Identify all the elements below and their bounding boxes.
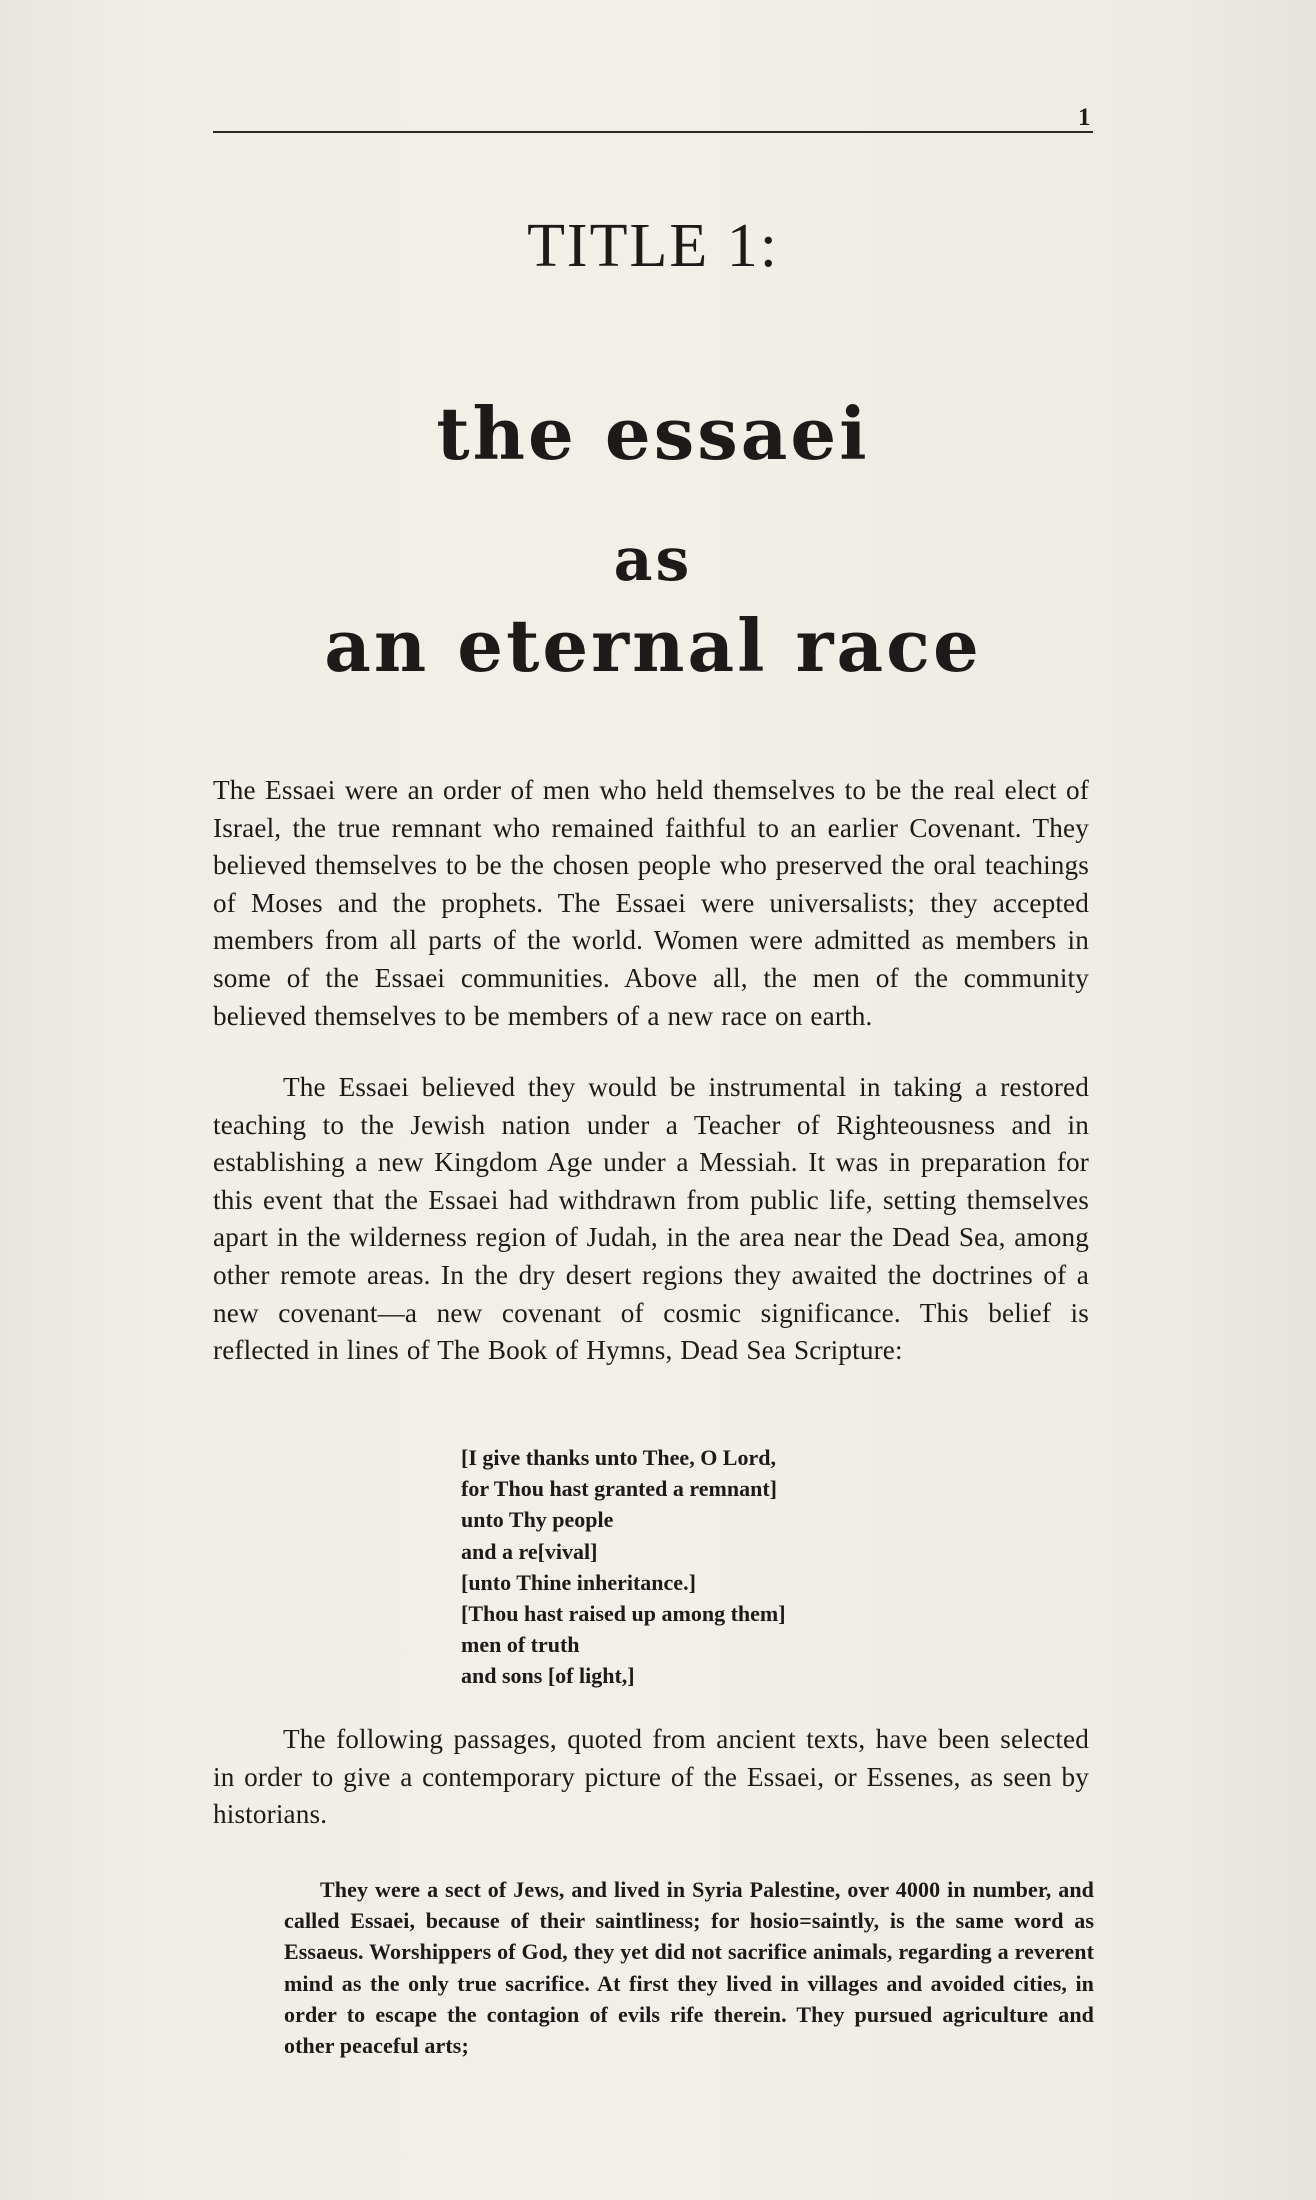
hymn-quotation xyxy=(461,1442,786,1692)
hymn-line: [Thou hast raised up among them] xyxy=(461,1601,786,1627)
paragraph-3: The following passages, quoted from ancient texts, have been selected in order to give a contemporary picture of the Essaei, or Essenes, as seen by historians. xyxy=(213,1724,1089,1830)
chapter-title-number: TITLE 1: xyxy=(527,212,779,280)
hymn-line: men of truth xyxy=(461,1632,580,1658)
hymn-line: and a re[vival] xyxy=(461,1538,598,1564)
paragraph-2: The Essaei believed they would be instrumental in taking a restored teaching to the Jewish nation under a Teacher of Righteousness and in establishing a new Kingdom Age under a Messiah. It was in preparation for this event that the Essaei had withdrawn from public life, setting themselves apart in the wilderness region of Judah, in the area near the Dead Sea, among other remote areas. In the dry desert regions they awaited the doctrines of a new covenant—a new covenant of cosmic significance. This belief is reflected in lines of The Book of Hymns, Dead Sea Scripture: xyxy=(213,1072,1089,1366)
historian-quotation: They were a sect of Jews, and lived in Syria Palestine, over 4000 in number, and called Essaei, because of their saintliness; for hosio=saintly, is the same word as Essaeus. Worshippers of God, they yet did not sacrifice animals, regarding a reverent mind as the only true sacrifice. At first they lived in villages and avoided cities, in order to escape the contagion of evils rife therein. They pursued agriculture and other peaceful arts; xyxy=(284,1877,1094,2059)
chapter-title-connector: as xyxy=(613,525,693,595)
header-rule xyxy=(213,131,1093,133)
chapter-title-main: the essaei xyxy=(436,391,870,476)
hymn-line: unto Thy people xyxy=(461,1507,614,1533)
hymn-line: for Thou hast granted a remnant] xyxy=(461,1476,777,1502)
hymn-line: and sons [of light,] xyxy=(461,1663,635,1689)
chapter-title-subtitle: an eternal race xyxy=(324,603,982,688)
paragraph-1: The Essaei were an order of men who held themselves to be the real elect of Israel, the true remnant who remained faithful to an earlier Covenant. They believed themselves to be the chosen people who preserved the oral teachings of Moses and the prophets. The Essaei were universalists; they accepted members from all parts of the world. Women were admitted as members in some of the Essaei communities. Above all, the men of the community believed themselves to be members of a new race on earth. xyxy=(213,775,1089,1031)
hymn-line: [unto Thine inheritance.] xyxy=(461,1569,696,1595)
hymn-line: [I give thanks unto Thee, O Lord, xyxy=(461,1445,776,1470)
page-number: 1 xyxy=(1078,104,1091,131)
